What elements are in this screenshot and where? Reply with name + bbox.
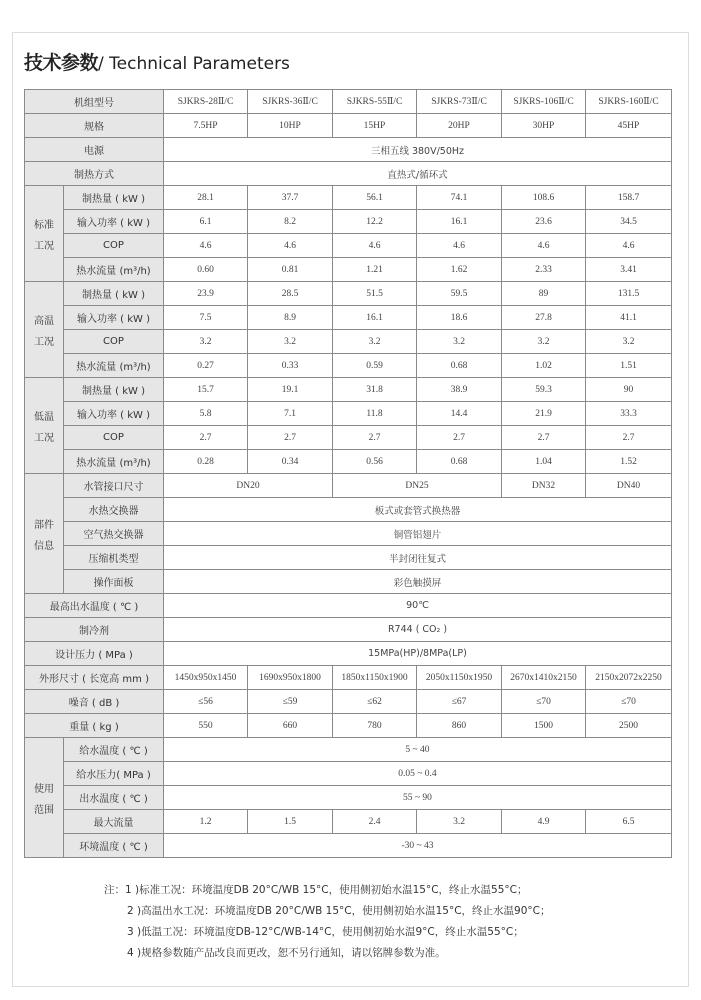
table-row <box>25 690 672 714</box>
table-row <box>25 426 672 450</box>
value-cell: 74.1 <box>417 186 502 210</box>
value-cell: 2.7 <box>164 426 248 450</box>
value-cell: 半封闭往复式 <box>164 546 672 570</box>
value-cell: 5 ~ 40 <box>164 738 672 762</box>
value-cell: 直热式/循环式 <box>164 162 672 186</box>
table-row <box>25 210 672 234</box>
group-label-line: 使用 <box>34 783 54 795</box>
table-row <box>25 810 672 834</box>
note-text: 规格参数随产品改良而更改，恕不另行通知，请以铭牌参数为准。 <box>141 947 446 959</box>
value-cell: 0.34 <box>248 450 333 474</box>
value-cell: 158.7 <box>586 186 672 210</box>
value-cell: 15HP <box>333 114 417 138</box>
table-row <box>25 618 672 642</box>
table-row <box>25 162 672 186</box>
value-cell: 0.33 <box>248 354 333 378</box>
value-cell: SJKRS-73Ⅱ/C <box>417 90 502 114</box>
value-cell: 0.27 <box>164 354 248 378</box>
title-en: / Technical Parameters <box>98 54 290 74</box>
row-label: 制热方式 <box>25 162 164 186</box>
value-cell: 3.41 <box>586 258 672 282</box>
value-cell: R744 ( CO₂ ) <box>164 618 672 642</box>
row-label: 操作面板 <box>64 570 164 594</box>
value-cell: 1.21 <box>333 258 417 282</box>
value-cell: 1450x950x1450 <box>164 666 248 690</box>
row-label: 出水温度 ( ℃ ) <box>64 786 164 810</box>
value-cell: 55 ~ 90 <box>164 786 672 810</box>
row-label: 规格 <box>25 114 164 138</box>
row-label: 输入功率 ( kW ) <box>64 402 164 426</box>
value-cell: 3.2 <box>586 330 672 354</box>
table-row <box>25 90 672 114</box>
row-label: 空气热交换器 <box>64 522 164 546</box>
row-label: 输入功率 ( kW ) <box>64 306 164 330</box>
row-label: COP <box>64 426 164 450</box>
value-cell: 7.5 <box>164 306 248 330</box>
value-cell: 2.7 <box>248 426 333 450</box>
row-label: 噪音 ( dB ) <box>25 690 164 714</box>
note-text: 高温出水工况：环境温度DB 20°C/WB 15°C，使用侧初始水温15°C，终止水温90°C； <box>141 905 551 917</box>
group-label-line: 工况 <box>34 432 54 444</box>
table-row <box>25 738 672 762</box>
value-cell: 27.8 <box>502 306 586 330</box>
table-row <box>25 474 672 498</box>
table-row <box>25 114 672 138</box>
value-cell: 2.7 <box>417 426 502 450</box>
note-line <box>104 901 550 922</box>
value-cell: 2.7 <box>502 426 586 450</box>
value-cell: 3.2 <box>164 330 248 354</box>
value-cell: SJKRS-28Ⅱ/C <box>164 90 248 114</box>
value-cell: 8.2 <box>248 210 333 234</box>
table-row <box>25 522 672 546</box>
value-cell: 3.2 <box>417 810 502 834</box>
value-cell: 28.5 <box>248 282 333 306</box>
value-cell: 0.59 <box>333 354 417 378</box>
value-cell: 2.4 <box>333 810 417 834</box>
row-label: 制热量 ( kW ) <box>64 186 164 210</box>
value-cell: ≤62 <box>333 690 417 714</box>
table-row <box>25 234 672 258</box>
group-label <box>25 186 64 282</box>
value-cell: 11.8 <box>333 402 417 426</box>
value-cell: 2150x2072x2250 <box>586 666 672 690</box>
value-cell: SJKRS-55Ⅱ/C <box>333 90 417 114</box>
value-cell: 16.1 <box>333 306 417 330</box>
value-cell: DN40 <box>586 474 672 498</box>
row-label: 给水温度 ( ℃ ) <box>64 738 164 762</box>
table-row <box>25 402 672 426</box>
note-text: 低温工况：环境温度DB-12°C/WB-14°C，使用侧初始水温9°C，终止水温55°C； <box>141 926 524 938</box>
value-cell: 彩色触摸屏 <box>164 570 672 594</box>
row-label: 给水压力( MPa ) <box>64 762 164 786</box>
table-row <box>25 498 672 522</box>
value-cell: 7.1 <box>248 402 333 426</box>
row-label: 外形尺寸 ( 长宽高 mm ) <box>25 666 164 690</box>
value-cell: -30 ~ 43 <box>164 834 672 858</box>
group-label <box>25 378 64 474</box>
table-row <box>25 546 672 570</box>
table-row <box>25 714 672 738</box>
value-cell: 3.2 <box>502 330 586 354</box>
value-cell: 2.33 <box>502 258 586 282</box>
row-label: 设计压力 ( MPa ) <box>25 642 164 666</box>
value-cell: ≤70 <box>586 690 672 714</box>
row-label: COP <box>64 330 164 354</box>
value-cell: 33.3 <box>586 402 672 426</box>
value-cell: 780 <box>333 714 417 738</box>
table-row <box>25 138 672 162</box>
value-cell: 37.7 <box>248 186 333 210</box>
group-label-line: 工况 <box>34 336 54 348</box>
value-cell: 3.2 <box>417 330 502 354</box>
group-label <box>25 474 64 594</box>
value-cell: 1690x950x1800 <box>248 666 333 690</box>
group-label-line: 范围 <box>34 804 54 816</box>
row-label: 重量 ( kg ) <box>25 714 164 738</box>
page-title <box>24 50 290 77</box>
note-prefix: 注：1 ) <box>104 884 140 896</box>
value-cell: 41.1 <box>586 306 672 330</box>
value-cell: 45HP <box>586 114 672 138</box>
value-cell: 28.1 <box>164 186 248 210</box>
row-label: 热水流量 (m³/h) <box>64 258 164 282</box>
value-cell: 4.9 <box>502 810 586 834</box>
note-prefix: 2 ) <box>127 905 142 917</box>
table-row <box>25 570 672 594</box>
value-cell: 4.6 <box>417 234 502 258</box>
table-row <box>25 282 672 306</box>
row-label: 制热量 ( kW ) <box>64 282 164 306</box>
value-cell: DN25 <box>333 474 502 498</box>
value-cell: 0.60 <box>164 258 248 282</box>
notes-section <box>104 880 550 964</box>
value-cell: 1.62 <box>417 258 502 282</box>
value-cell: 23.6 <box>502 210 586 234</box>
value-cell: 59.3 <box>502 378 586 402</box>
value-cell: SJKRS-160Ⅱ/C <box>586 90 672 114</box>
value-cell: 0.05 ~ 0.4 <box>164 762 672 786</box>
value-cell: ≤67 <box>417 690 502 714</box>
note-line <box>104 880 550 901</box>
value-cell: 5.8 <box>164 402 248 426</box>
value-cell: 1.5 <box>248 810 333 834</box>
value-cell: 15MPa(HP)/8MPa(LP) <box>164 642 672 666</box>
group-label-line: 标准 <box>34 219 54 231</box>
value-cell: 2050x1150x1950 <box>417 666 502 690</box>
table-row <box>25 186 672 210</box>
value-cell: 0.28 <box>164 450 248 474</box>
value-cell: 38.9 <box>417 378 502 402</box>
value-cell: 19.1 <box>248 378 333 402</box>
value-cell: 1.02 <box>502 354 586 378</box>
value-cell: ≤59 <box>248 690 333 714</box>
value-cell: 10HP <box>248 114 333 138</box>
group-label-line: 高温 <box>34 315 54 327</box>
row-label: 水热交换器 <box>64 498 164 522</box>
value-cell: 4.6 <box>586 234 672 258</box>
value-cell: 16.1 <box>417 210 502 234</box>
note-line <box>104 943 550 964</box>
value-cell: 15.7 <box>164 378 248 402</box>
row-label: 制冷剂 <box>25 618 164 642</box>
table-row <box>25 834 672 858</box>
note-prefix: 4 ) <box>127 947 142 959</box>
value-cell: 3.2 <box>333 330 417 354</box>
value-cell: 1.51 <box>586 354 672 378</box>
value-cell: 4.6 <box>248 234 333 258</box>
value-cell: 7.5HP <box>164 114 248 138</box>
table-row <box>25 786 672 810</box>
value-cell: 0.68 <box>417 354 502 378</box>
value-cell: 三相五线 380V/50Hz <box>164 138 672 162</box>
row-label: 最大流量 <box>64 810 164 834</box>
value-cell: 3.2 <box>248 330 333 354</box>
title-cn: 技术参数 <box>24 52 99 74</box>
value-cell: 34.5 <box>586 210 672 234</box>
value-cell: 2.7 <box>333 426 417 450</box>
value-cell: 6.5 <box>586 810 672 834</box>
value-cell: 0.56 <box>333 450 417 474</box>
value-cell: 4.6 <box>164 234 248 258</box>
group-label-line: 低温 <box>34 411 54 423</box>
value-cell: 131.5 <box>586 282 672 306</box>
value-cell: 90℃ <box>164 594 672 618</box>
value-cell: DN32 <box>502 474 586 498</box>
value-cell: DN20 <box>164 474 333 498</box>
value-cell: 4.6 <box>502 234 586 258</box>
row-label: 热水流量 (m³/h) <box>64 354 164 378</box>
technical-parameters-table <box>24 89 672 858</box>
table-row <box>25 258 672 282</box>
value-cell: 89 <box>502 282 586 306</box>
value-cell: 21.9 <box>502 402 586 426</box>
table-row <box>25 330 672 354</box>
table-row <box>25 306 672 330</box>
value-cell: 860 <box>417 714 502 738</box>
table-row <box>25 354 672 378</box>
table-row <box>25 594 672 618</box>
value-cell: 20HP <box>417 114 502 138</box>
value-cell: 2.7 <box>586 426 672 450</box>
value-cell: 0.68 <box>417 450 502 474</box>
row-label: 最高出水温度 ( ℃ ) <box>25 594 164 618</box>
value-cell: 23.9 <box>164 282 248 306</box>
row-label: 环境温度 ( ℃ ) <box>64 834 164 858</box>
note-prefix: 3 ) <box>127 926 142 938</box>
row-label: 热水流量 (m³/h) <box>64 450 164 474</box>
value-cell: 31.8 <box>333 378 417 402</box>
value-cell: 8.9 <box>248 306 333 330</box>
value-cell: 1.2 <box>164 810 248 834</box>
value-cell: 1.52 <box>586 450 672 474</box>
group-label-line: 工况 <box>34 240 54 252</box>
table-row <box>25 642 672 666</box>
row-label: 输入功率 ( kW ) <box>64 210 164 234</box>
table-row <box>25 450 672 474</box>
value-cell: 6.1 <box>164 210 248 234</box>
value-cell: 4.6 <box>333 234 417 258</box>
value-cell: 90 <box>586 378 672 402</box>
value-cell: 2670x1410x2150 <box>502 666 586 690</box>
note-text: 标准工况：环境温度DB 20°C/WB 15°C，使用侧初始水温15°C，终止水温55°C； <box>139 884 528 896</box>
value-cell: 660 <box>248 714 333 738</box>
value-cell: 51.5 <box>333 282 417 306</box>
row-label: 电源 <box>25 138 164 162</box>
value-cell: 30HP <box>502 114 586 138</box>
value-cell: 1.04 <box>502 450 586 474</box>
row-label: 压缩机类型 <box>64 546 164 570</box>
group-label <box>25 738 64 858</box>
value-cell: 1850x1150x1900 <box>333 666 417 690</box>
row-label: COP <box>64 234 164 258</box>
value-cell: 56.1 <box>333 186 417 210</box>
value-cell: 14.4 <box>417 402 502 426</box>
row-label: 制热量 ( kW ) <box>64 378 164 402</box>
value-cell: 板式或套管式换热器 <box>164 498 672 522</box>
value-cell: 铜管铝翅片 <box>164 522 672 546</box>
value-cell: ≤56 <box>164 690 248 714</box>
value-cell: 550 <box>164 714 248 738</box>
value-cell: 12.2 <box>333 210 417 234</box>
table-row <box>25 378 672 402</box>
value-cell: SJKRS-106Ⅱ/C <box>502 90 586 114</box>
value-cell: 2500 <box>586 714 672 738</box>
group-label-line: 信息 <box>34 540 54 552</box>
group-label-line: 部件 <box>34 519 54 531</box>
value-cell: 18.6 <box>417 306 502 330</box>
value-cell: SJKRS-36Ⅱ/C <box>248 90 333 114</box>
value-cell: 59.5 <box>417 282 502 306</box>
row-label: 机组型号 <box>25 90 164 114</box>
table-row <box>25 762 672 786</box>
table-row <box>25 666 672 690</box>
value-cell: ≤70 <box>502 690 586 714</box>
value-cell: 108.6 <box>502 186 586 210</box>
value-cell: 1500 <box>502 714 586 738</box>
value-cell: 0.81 <box>248 258 333 282</box>
note-line <box>104 922 550 943</box>
row-label: 水管接口尺寸 <box>64 474 164 498</box>
group-label <box>25 282 64 378</box>
